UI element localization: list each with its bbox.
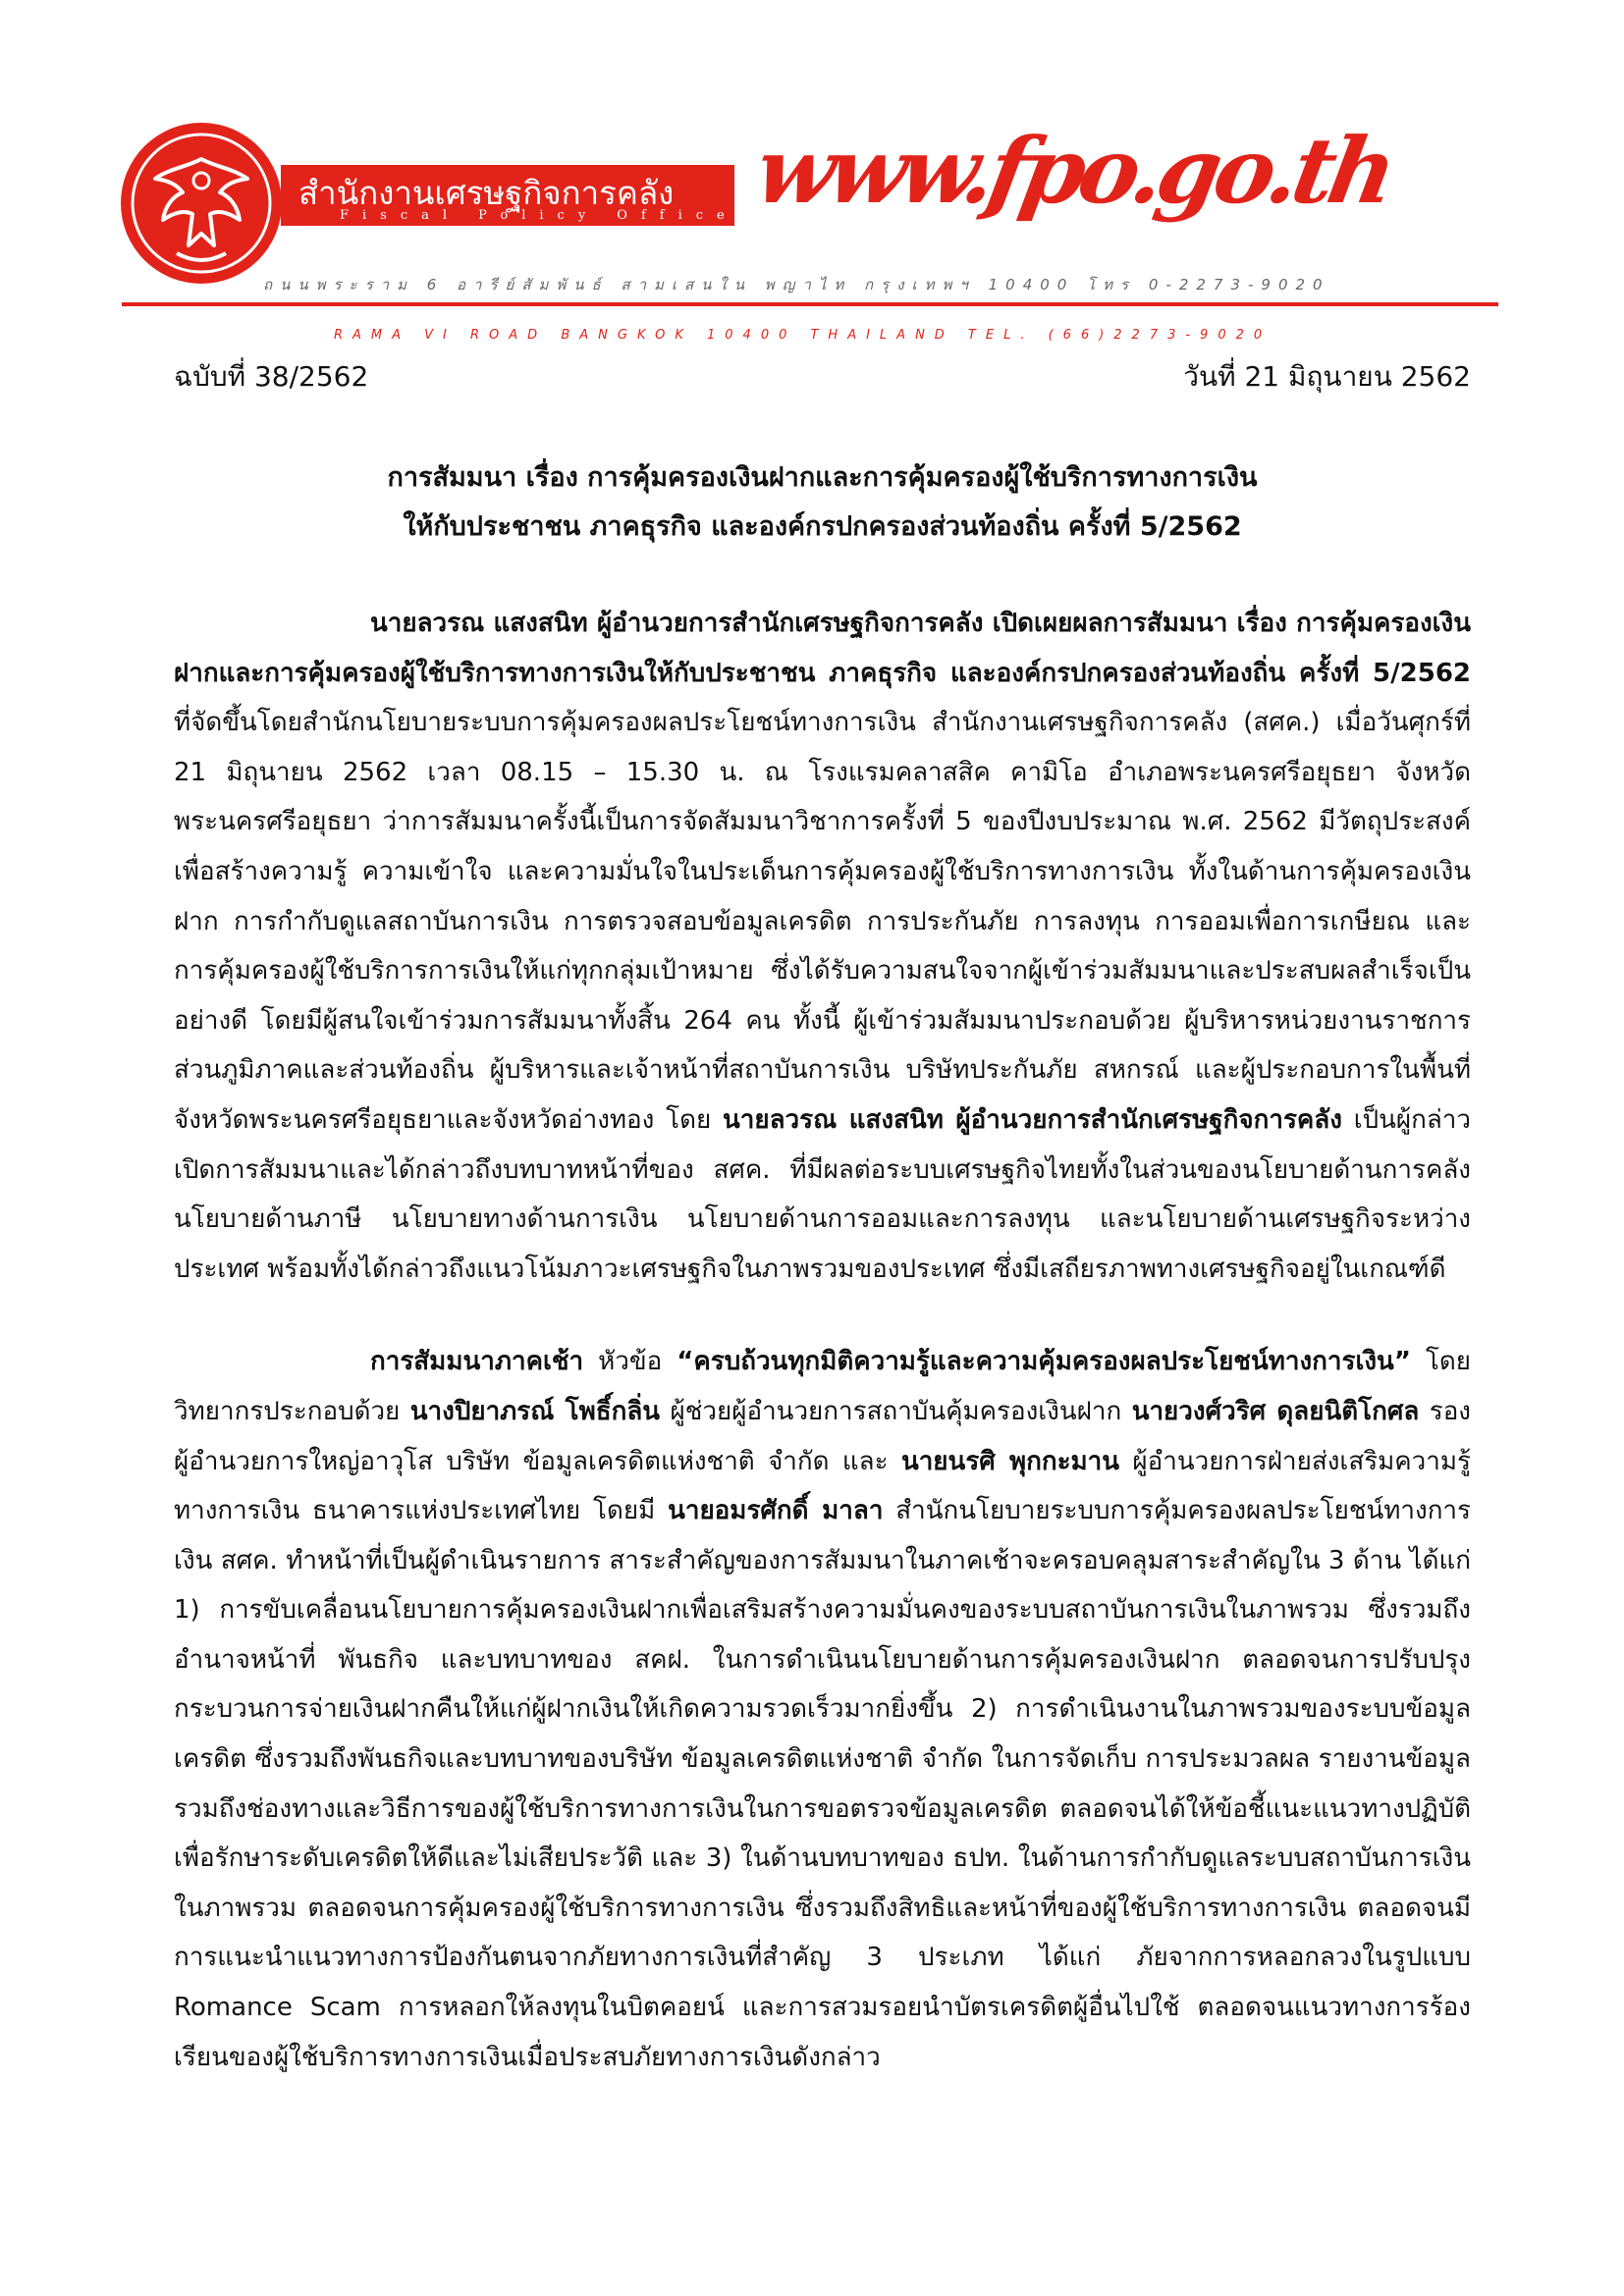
p1-bold-name: นายลวรณ แสงสนิท ผู้อำนวยการสำนักเศรษฐกิจการคลัง [722,1104,1342,1135]
p2-text-role-3: ผู้อำนวยการฝ่ายส่งเสริมความรู้ทางการเงิน ธนาคารแห่งประเทศไทย โดยมี [174,1446,1471,1526]
issue-number: ฉบับที่ 38/2562 [174,360,369,393]
p2-bold-session: การสัมมนาภาคเช้า [370,1347,584,1377]
paragraph-2 [174,1337,1471,2082]
p2-bold-topic: “ครบถ้วนทุกมิติความรู้และความคุ้มครองผลประโยชน์ทางการเงิน” [677,1347,1411,1377]
paragraph-1 [174,599,1471,1294]
agency-banner [281,165,738,226]
p1-bold-lead: นายลวรณ แสงสนิท ผู้อำนวยการสำนักเศรษฐกิจการคลัง เปิดเผยผลการสัมมนา เรื่อง การคุ้มครองเงินฝากและการคุ้มครองผู้ใช้บริการทางการเงินให้กับประชาชน ภาคธุรกิจ และองค์กรปกครองส่วนท้องถิ่น ครั้งที่ 5/2562 [174,609,1471,688]
address-thai: ถนนพระราม 6 อารีย์สัมพันธ์ สามเสนใน พญาไท กรุงเทพฯ 10400 โทร 0-2273-9020 [263,276,1330,294]
title-line-1: การสัมมนา เรื่อง การคุ้มครองเงินฝากและการคุ้มครองผู้ใช้บริการทางการเงิน [387,462,1258,493]
agency-name-english: Fiscal Policy Office [340,208,738,223]
document-body [174,599,1471,2082]
p2-text-topic: หัวข้อ [583,1347,677,1377]
agency-name-thai: สำนักงานเศรษฐกิจการคลัง [298,174,675,212]
address-english: RAMA VI ROAD BANGKOK 10400 THAILAND TEL. (66)2273-9020 [334,328,1272,343]
document-title [174,454,1471,552]
p2-bold-speaker-2: นายวงศ์วริศ ดุลยนิติโกศล [1131,1396,1420,1426]
p2-bold-moderator: นายอมรศักดิ์ มาลา [668,1496,884,1526]
garuda-seal-icon [118,120,285,287]
p2-bold-speaker-3: นายนรศิ พุกกะมาน [900,1446,1120,1476]
p2-bold-speaker-1: นางปิยาภรณ์ โพธิ์กลิ่น [409,1396,661,1426]
p2-text-role-1: ผู้ช่วยผู้อำนวยการสถาบันคุ้มครองเงินฝาก [660,1396,1132,1426]
header-divider [122,302,1498,306]
p1-text: ที่จัดขึ้นโดยสำนักนโยบายระบบการคุ้มครองผลประโยชน์ทางการเงิน สำนักงานเศรษฐกิจการคลัง (สศค.) เมื่อวันศุกร์ที่ 21 มิถุนายน 2562 เวลา 08.15 – 15.30 น. ณ โรงแรมคลาสสิค คามิโอ อำเภอพระนครศรีอยุธยา จังหวัดพระนครศรีอยุธยา ว่าการสัมมนาครั้งนี้เป็นการจัดสัมมนาวิชาการครั้งที่ 5 ของปีงบประมาณ พ.ศ. 2562 มีวัตถุประสงค์เพื่อสร้างความรู้ ความเข้าใจ และความมั่นใจในประเด็นการคุ้มครองผู้ใช้บริการทางการเงิน ทั้งในด้านการคุ้มครองเงินฝาก การกำกับดูแลสถาบันการเงิน การตรวจสอบข้อมูลเครดิต การประกันภัย การลงทุน การออมเพื่อการเกษียณ และการคุ้มครองผู้ใช้บริการการเงินให้แก่ทุกกลุ่มเป้าหมาย ซึ่งได้รับความสนใจจากผู้เข้าร่วมสัมมนาและประสบผลสำเร็จเป็นอย่างดี โดยมีผู้สนใจเข้าร่วมการสัมมนาทั้งสิ้น 264 คน ทั้งนี้ ผู้เข้าร่วมสัมมนาประกอบด้วย ผู้บริหารหน่วยงานราชการส่วนภูมิภาคและส่วนท้องถิ่น ผู้บริหารและเจ้าหน้าที่สถาบันการเงิน บริษัทประกันภัย สหกรณ์ และผู้ประกอบการในพื้นที่จังหวัดพระนครศรีอยุธยาและจังหวัดอ่างทอง โดย [174,708,1471,1135]
release-date: วันที่ 21 มิถุนายน 2562 [1183,360,1471,393]
p1-text-end: เป็นผู้กล่าวเปิดการสัมมนาและได้กล่าวถึงบทบาทหน้าที่ของ สศค. ที่มีผลต่อระบบเศรษฐกิจไทยทั้งในส่วนของนโยบายด้านการคลัง นโยบายด้านภาษี นโยบายทางด้านการเงิน นโยบายด้านการออมและการลงทุน และนโยบายด้านเศรษฐกิจระหว่างประเทศ พร้อมทั้งได้กล่าวถึงแนวโน้มภาวะเศรษฐกิจในภาพรวมของประเทศ ซึ่งมีเสถียรภาพทางเศรษฐกิจอยู่ในเกณฑ์ดี [174,1104,1471,1284]
title-line-2: ให้กับประชาชน ภาคธุรกิจ และองค์กรปกครองส่วนท้องถิ่น ครั้งที่ 5/2562 [403,511,1242,542]
p2-text-speakers: โดยวิทยากรประกอบด้วย [174,1347,1471,1426]
website-url: www.fpo.go.th [748,118,1399,224]
p2-text-role-2: รองผู้อำนวยการใหญ่อาวุโส บริษัท ข้อมูลเครดิตแห่งชาติ จำกัด และ [174,1396,1471,1476]
p2-text-content: สำนักนโยบายระบบการคุ้มครองผลประโยชน์ทางการเงิน สศค. ทำหน้าที่เป็นผู้ดำเนินรายการ สาระสำคัญของการสัมมนาในภาคเช้าจะครอบคลุมสาระสำคัญใน 3 ด้าน ได้แก่ 1) การขับเคลื่อนนโยบายการคุ้มครองเงินฝากเพื่อเสริมสร้างความมั่นคงของระบบสถาบันการเงินในภาพรวม ซึ่งรวมถึงอำนาจหน้าที่ พันธกิจ และบทบาทของ สคฝ. ในการดำเนินนโยบายด้านการคุ้มครองเงินฝาก ตลอดจนการปรับปรุงกระบวนการจ่ายเงินฝากคืนให้แก่ผู้ฝากเงินให้เกิดความรวดเร็วมากยิ่งขึ้น 2) การดำเนินงานในภาพรวมของระบบข้อมูลเครดิต ซึ่งรวมถึงพันธกิจและบทบาทของบริษัท ข้อมูลเครดิตแห่งชาติ จำกัด ในการจัดเก็บ การประมวลผล รายงานข้อมูล รวมถึงช่องทางและวิธีการของผู้ใช้บริการทางการเงินในการขอตรวจข้อมูลเครดิต ตลอดจนได้ให้ข้อชี้แนะแนวทางปฏิบัติเพื่อรักษาระดับเครดิตให้ดีและไม่เสียประวัติ และ 3) ในด้านบทบาทของ ธปท. ในด้านการกำกับดูแลระบบสถาบันการเงินในภาพรวม ตลอดจนการคุ้มครองผู้ใช้บริการทางการเงิน ซึ่งรวมถึงสิทธิและหน้าที่ของผู้ใช้บริการทางการเงิน ตลอดจนมีการแนะนำแนวทางการป้องกันตนจากภัยทางการเงินที่สำคัญ 3 ประเภท ได้แก่ ภัยจากการหลอกลวงในรูปแบบ Romance Scam การหลอกให้ลงทุนในบิตคอยน์ และการสวมรอยนำบัตรเครดิตผู้อื่นไปใช้ ตลอดจนแนวทางการร้องเรียนของผู้ใช้บริการทางการเงินเมื่อประสบภัยทางการเงินดังกล่าว [174,1496,1472,2072]
